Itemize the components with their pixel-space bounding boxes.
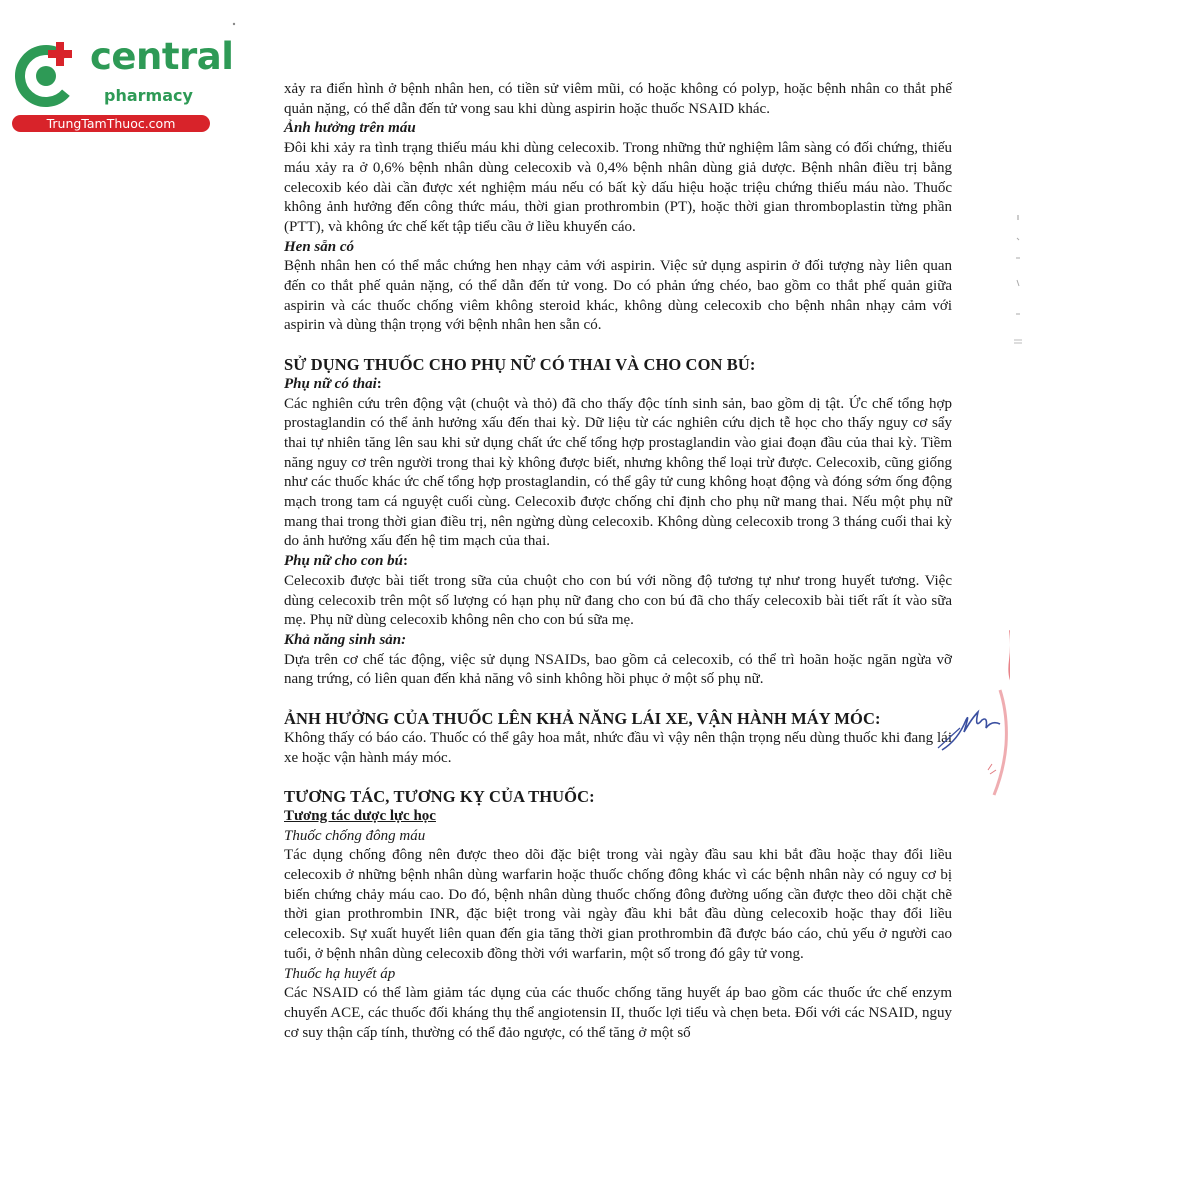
heading-antihypertensives: Thuốc hạ huyết áp <box>284 965 396 982</box>
paragraph-antihypertensives: Các NSAID có thể làm giảm tác dụng của các thuốc chống tăng huyết áp bao gồm các thuốc ức chế enzym chuyển ACE, các thuốc đối kháng thụ thể angiotensin II, thuốc lợi tiểu và chẹn beta. Đối với các NSAID, nguy cơ suy thận cấp tính, thường có thể đảo ngược, có thể tăng ở một số <box>284 985 952 1041</box>
paragraph-pregnancy: Các nghiên cứu trên động vật (chuột và thỏ) đã cho thấy độc tính sinh sản, bao gồm dị tật. Ức chế tổng hợp prostaglandin có thể ảnh hưởng xấu đến thai kỳ. Dữ liệu từ các nghiên cứu dịch tễ học cho thấy nguy cơ sẩy thai tự nhiên tăng lên sau khi sử dụng chất ức chế tổng hợp prostaglandin vào giai đoạn đầu của thai kỳ. Tiềm năng nguy cơ trên người trong thai kỳ không được biết, nhưng không thể loại trừ được. Celecoxib, cũng giống như các thuốc khác ức chế tổng hợp prostaglandin, có thể gây tử cung không hoạt động và đóng sớm ống động mạch trong tam cá nguyệt cuối cùng. Celecoxib được chống chỉ định cho phụ nữ mang thai. Nếu một phụ nữ mang thai trong thời gian điều trị, nên ngừng dùng celecoxib. Không dùng celecoxib trong 3 tháng cuối thai kỳ do ảnh hưởng xấu đến hệ tim mạch của thai. <box>284 395 952 550</box>
central-pharmacy-logo <box>12 35 234 136</box>
heading-pregnancy: Phụ nữ có thai: <box>284 375 382 392</box>
central-logo-icon <box>12 40 80 108</box>
logo-website: TrungTamThuoc.com <box>12 115 210 132</box>
paragraph-intro: xảy ra điển hình ở bệnh nhân hen, có tiền sử viêm mũi, có hoặc không có polyp, hoặc bệnh nhân co thắt phế quản nặng, có thể dẫn đến tử vong sau khi dùng aspirin hoặc thuốc NSAID khác. <box>284 81 952 117</box>
section-pregnancy-lactation: SỬ DỤNG THUỐC CHO PHỤ NỮ CÓ THAI VÀ CHO CON BÚ: <box>284 355 756 375</box>
paragraph-anticoagulants: Tác dụng chống đông nên được theo dõi đặc biệt trong vài ngày đầu sau khi bắt đầu hoặc thay đổi liều celecoxib ở những bệnh nhân dùng warfarin hoặc thuốc chống đông khác vì các bệnh nhân này có nguy cơ bị biến chứng chảy máu cao. Do đó, bệnh nhân dùng thuốc chống đông đường uống cần được theo dõi chặt chẽ thời gian prothrombin INR, đặc biệt trong vài ngày đầu khi bắt đầu dùng celecoxib hoặc thay đổi liều celecoxib. Sự xuất huyết liên quan đến gia tăng thời gian prothrombin đã được báo cáo, chủ yếu ở người cao tuổi, ở bệnh nhân dùng celecoxib đồng thời với warfarin, một số trong đó gây tử vong. <box>284 847 952 962</box>
paragraph-fertility: Dựa trên cơ chế tác động, việc sử dụng NSAIDs, bao gồm cả celecoxib, có thể trì hoãn hoặc ngăn ngừa vỡ nang trứng, có liên quan đến khả năng vô sinh không hồi phục ở một số phụ nữ. <box>284 651 952 688</box>
heading-anticoagulants: Thuốc chống đông máu <box>284 827 426 844</box>
heading-fertility: Khả năng sinh sản: <box>284 631 407 648</box>
scan-speck <box>232 22 236 26</box>
document-page <box>284 80 952 1043</box>
logo-subtitle: pharmacy <box>104 86 193 105</box>
heading-asthma: Hen sẵn có <box>284 238 355 255</box>
heading-blood-effects: Ảnh hưởng trên máu <box>284 120 416 137</box>
paragraph-blood-effects: Đôi khi xảy ra tình trạng thiếu máu khi dùng celecoxib. Trong những thử nghiệm lâm sàng có đối chứng, thiếu máu xảy ra ở 0,6% bệnh nhân dùng celecoxib và 0,4% bệnh nhân dùng giả dược. Bệnh nhân điều trị bằng celecoxib kéo dài cần được xét nghiệm máu nếu có bất kỳ dấu hiệu hoặc triệu chứng thiếu máu nào. Thuốc không ảnh hưởng đến công thức máu, thời gian prothrombin (PT), hoặc thời gian thromboplastin từng phần (PTT), và không ức chế kết tập tiểu cầu ở liều khuyến cáo. <box>284 140 952 235</box>
paragraph-lactation: Celecoxib được bài tiết trong sữa của chuột cho con bú với nồng độ tương tự như trong huyết tương. Việc dùng celecoxib trên một số lượng có hạn phụ nữ đang cho con bú đã cho thấy celecoxib bài tiết rất ít vào sữa mẹ. Phụ nữ dùng celecoxib không nên cho con bú sữa mẹ. <box>284 572 952 629</box>
logo-name: central <box>90 35 234 78</box>
paragraph-asthma: Bệnh nhân hen có thể mắc chứng hen nhạy cảm với aspirin. Việc sử dụng aspirin ở đối tượng này liên quan đến co thắt phế quản nặng, có thể dẫn đến tử vong. Do có phản ứng chéo, bao gồm co thắt phế quản giữa aspirin và các thuốc chống viêm không steroid khác, không dùng celecoxib cho bệnh nhân nhạy cảm với aspirin và dùng thận trọng với bệnh nhân hen sẵn có. <box>284 258 952 334</box>
heading-lactation: Phụ nữ cho con bú: <box>284 553 409 570</box>
scan-edge-marks <box>1008 210 1028 350</box>
stamp-and-signature <box>930 620 1010 810</box>
section-driving: ẢNH HƯỞNG CỦA THUỐC LÊN KHẢ NĂNG LÁI XE, VẬN HÀNH MÁY MÓC: <box>284 709 881 729</box>
heading-pharmacodynamic: Tương tác dược lực học <box>284 807 436 824</box>
section-interactions: TƯƠNG TÁC, TƯƠNG KỴ CỦA THUỐC: <box>284 787 595 807</box>
paragraph-driving: Không thấy có báo cáo. Thuốc có thể gây hoa mắt, nhức đầu vì vậy nên thận trọng nếu dùng thuốc khi đang lái xe hoặc vận hành máy móc. <box>284 729 952 766</box>
